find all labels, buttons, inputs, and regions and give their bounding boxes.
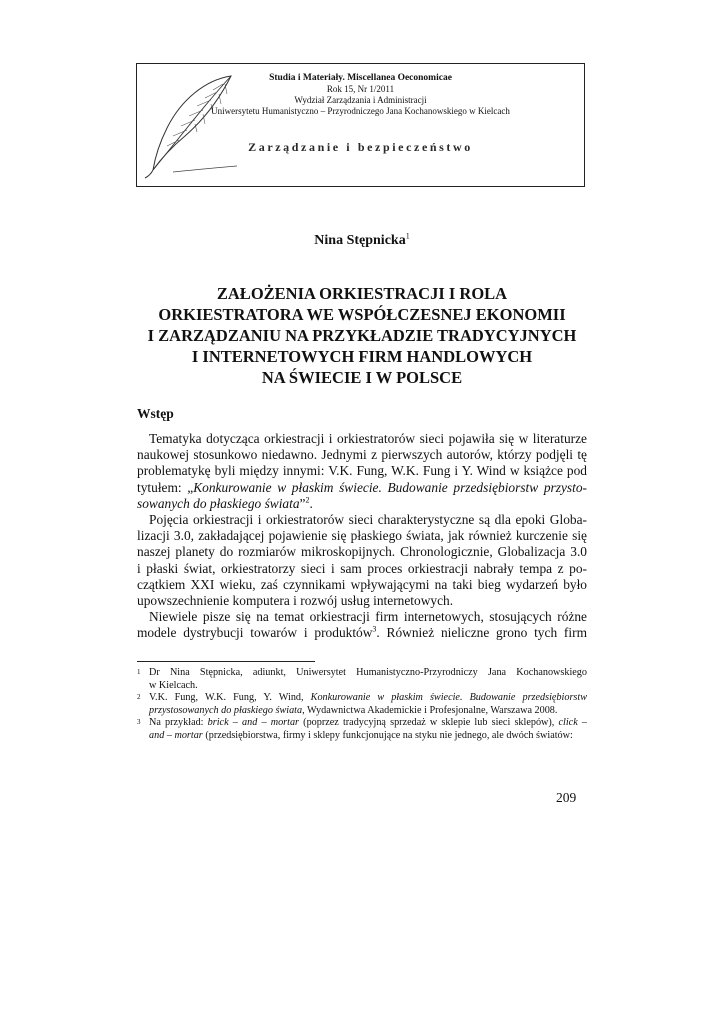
text-line: modele dystrybucji towarów i produktów$^3$. Również nieliczne grono tych firm <box>137 624 587 641</box>
text-line: czątkiem XXI wieku, zaś czynnikami wpływającymi na taki bieg wydarzeń było <box>137 576 587 592</box>
text-line: Niewiele pisze się na temat orkiestracji firm internetowych, stosujących różne <box>149 609 587 625</box>
footnote-divider <box>137 661 315 662</box>
footnote-3: 3 Na przykład: brick – and – mortar (poprzez tradycyjną sprzedaż w sklepie lub sieci sklepów), click – and – mortar (przedsiębiorstwa, firmy i sklepy funkcjonujące na styku nie jednego, ale dwóch światów: <box>137 717 587 741</box>
text-line: tytułem: „Konkurowanie w płaskim świecie. Budowanie przedsiębiorstw przysto- <box>137 479 587 495</box>
title-line: I ZARZĄDZANIU NA PRZYKŁADZIE TRADYCYJNYCH <box>147 326 577 345</box>
paper-title <box>110 283 614 388</box>
title-line: I INTERNETOWYCH FIRM HANDLOWYCH <box>191 347 533 366</box>
journal-faculty: Wydział Zarządzania i Administracji <box>294 95 427 105</box>
text-line: upowszechnienie komputera i rozwój usług internetowych. <box>137 593 454 609</box>
journal-info <box>137 73 584 117</box>
footnote-1: 1 Dr Nina Stępnicka, adiunkt, Uniwersytet Humanistyczno-Przyrodniczy Jana Kochanowskiego w Kielcach. <box>137 667 587 691</box>
journal-name: Studia i Materiały. Miscellanea Oeconomicae <box>269 73 452 83</box>
journal-university: Uniwersytetu Humanistyczno – Przyrodniczego Jana Kochanowskiego w Kielcach <box>211 106 510 116</box>
text-line: lizacji 3.0, zakładającej pojawienie się płaskiego świata, jak również kurczenie się <box>137 528 587 544</box>
text-line: Tematyka dotycząca orkiestracji i orkiestratorów sieci pojawiła się w literaturze <box>149 431 587 446</box>
text-line: Pojęcia orkiestracji i orkiestratorów sieci charakterystyczne są dla epoki Globa- <box>149 512 587 528</box>
text-line: problematykę byli między innymi: V.K. Fung, W.K. Fung i Y. Wind w książce pod <box>137 463 587 479</box>
footnote-ref: 3 <box>372 624 377 634</box>
journal-section: Zarządzanie i bezpieczeństwo <box>248 140 473 154</box>
body-text <box>137 431 587 642</box>
text-line: naukowej stosunkowo niedawno. Jednymi z pierwszych autorów, którzy podjęli tę <box>137 447 587 463</box>
page-number: 209 <box>556 790 577 805</box>
journal-issue: Rok 15, Nr 1/2011 <box>326 84 395 94</box>
footnotes <box>137 667 587 743</box>
author-name: Nina Stępnicka <box>314 233 406 248</box>
title-line: ORKIESTRATORA WE WSPÓŁCZESNEJ EKONOMII <box>158 305 566 324</box>
footnote-2: 2 V.K. Fung, W.K. Fung, Y. Wind, Konkurowanie w płaskim świecie. Budowanie przedsiębiorstw przystosowanych do płaskiego świata, Wydawnictwa Akademickie i Profesjonalne, Warszawa 2008. <box>137 692 588 716</box>
author <box>0 233 724 249</box>
text-line: naszej planety do rozmiarów mikroskopijnych. Chronologicznie, Globalizacja 3.0 <box>137 544 587 560</box>
footnote-ref: 1 <box>405 231 410 241</box>
journal-header-box <box>136 63 585 187</box>
title-line: ZAŁOŻENIA ORKIESTRACJI I ROLA <box>216 284 508 303</box>
title-line: NA ŚWIECIE I W POLSCE <box>261 368 463 387</box>
section-heading: Wstęp <box>137 406 174 421</box>
footnote-ref: 2 <box>305 495 310 505</box>
text-line: sowanych do płaskiego świata”$^2$. <box>137 495 313 511</box>
text-line: i płaski świat, orkiestratorzy sieci i sam proces orkiestracji nabrały tempa z po- <box>137 560 587 576</box>
